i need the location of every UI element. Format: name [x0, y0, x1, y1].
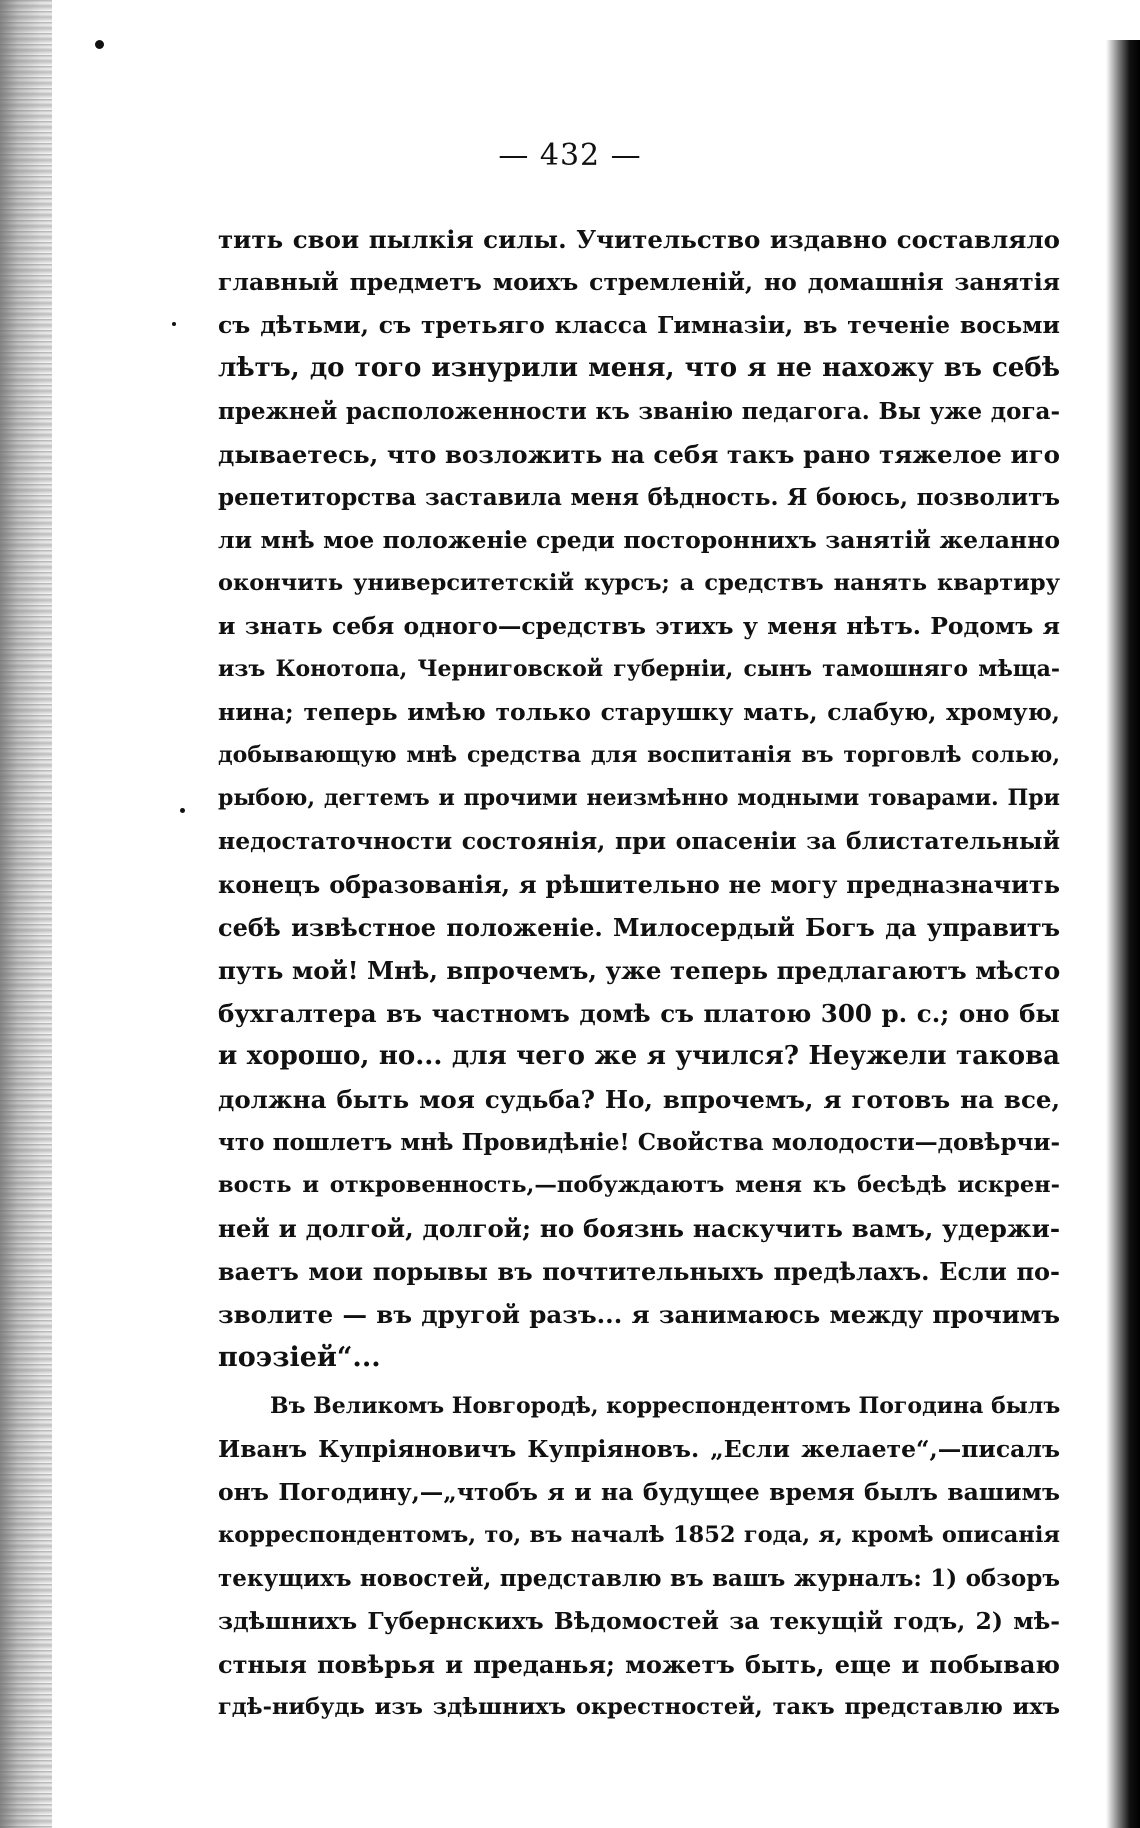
text-line: съ дѣтьми, съ третьяго класса Гимназіи, въ теченіе восьми [218, 311, 1060, 339]
text-line: что пошлетъ мнѣ Провидѣніе! Свойства молодости—довѣрчи- [218, 1129, 1060, 1156]
text-line: конецъ образованія, я рѣшительно не могу предназначить [218, 870, 1060, 899]
text-line: онъ Погодину,—„чтобъ я и на будущее время былъ вашимъ [218, 1478, 1060, 1506]
text-line: зволите — въ другой разъ... я занимаюсь между прочимъ [218, 1300, 1060, 1329]
text-line: текущихъ новостей, представлю въ вашъ журналъ: 1) обзоръ [218, 1565, 1060, 1592]
text-line: ваетъ мои порывы въ почтительныхъ предѣлахъ. Если по- [218, 1257, 1060, 1286]
text-line: и знать себя одного—средствъ этихъ у меня нѣтъ. Родомъ я [218, 612, 1060, 640]
text-line: добывающую мнѣ средства для воспитанія въ торговлѣ солью, [218, 742, 1060, 768]
text-line: ней и долгой, долгой; но боязнь наскучить вамъ, удержи- [218, 1214, 1060, 1243]
text-line: нина; теперь имѣю только старушку мать, слабую, хромую, [218, 698, 1060, 726]
text-line: Въ Великомъ Новгородѣ, корреспондентомъ Погодина былъ [270, 1393, 1060, 1419]
text-line: дываетесь, что возложить на себя такъ рано тяжелое иго [218, 440, 1060, 469]
scan-speck [172, 322, 176, 326]
text-line: ли мнѣ мое положеніе среди постороннихъ занятій желанно [218, 526, 1060, 554]
text-line: главный предметъ моихъ стремленій, но домашнія занятія [218, 268, 1060, 296]
text-line: вость и откровенность,—побуждаютъ меня къ бесѣдѣ искрен- [218, 1172, 1060, 1198]
text-line: и хорошо, но... для чего же я учился? Неужели такова [218, 1041, 1060, 1071]
text-line: бухгалтера въ частномъ домѣ съ платою 300 р. с.; оно бы [218, 999, 1060, 1028]
text-line: недостаточности состоянія, при опасеніи за блистательный [218, 827, 1060, 855]
scan-shadow-right [1106, 40, 1140, 1828]
text-line: изъ Конотопа, Черниговской губерніи, сынъ тамошняго мѣща- [218, 656, 1060, 682]
text-line: прежней расположенности къ званію педагога. Вы уже дога- [218, 398, 1060, 425]
scan-shadow-left [0, 0, 52, 1828]
text-line: здѣшнихъ Губернскихъ Вѣдомостей за текущій годъ, 2) мѣ- [218, 1607, 1060, 1635]
text-line: корреспондентомъ, то, въ началѣ 1852 года, я, кромѣ описанія [218, 1522, 1060, 1548]
text-line: должна быть моя судьба? Но, впрочемъ, я готовъ на все, [218, 1085, 1060, 1114]
text-line: тить свои пылкія силы. Учительство издавно составляло [218, 225, 1060, 254]
page-number: — 432 — [498, 138, 642, 173]
body-text [218, 218, 1060, 1729]
text-line: репетиторства заставила меня бѣдность. Я боюсь, позволитъ [218, 484, 1060, 511]
text-line: путь мой! Мнѣ, впрочемъ, уже теперь предлагаютъ мѣсто [218, 956, 1060, 985]
text-line: окончить университетскій курсъ; а средствъ нанять квартиру [218, 570, 1060, 596]
text-line: гдѣ-нибудь изъ здѣшнихъ окрестностей, такъ представлю ихъ [218, 1694, 1060, 1720]
scan-speck [95, 40, 104, 49]
text-line: Иванъ Купріяновичъ Купріяновъ. „Если желаете“,—писалъ [218, 1435, 1060, 1463]
scan-speck [180, 808, 185, 813]
text-line: поэзіей“... [218, 1342, 381, 1373]
text-line: себѣ извѣстное положеніе. Милосердый Богъ да управитъ [218, 913, 1060, 942]
text-line: стныя повѣрья и преданья; можетъ быть, еще и побываю [218, 1650, 1060, 1679]
text-line: рыбою, дегтемъ и прочими неизмѣнно модными товарами. При [218, 785, 1060, 811]
text-line: лѣтъ, до того изнурили меня, что я не нахожу въ себѣ [218, 353, 1060, 383]
